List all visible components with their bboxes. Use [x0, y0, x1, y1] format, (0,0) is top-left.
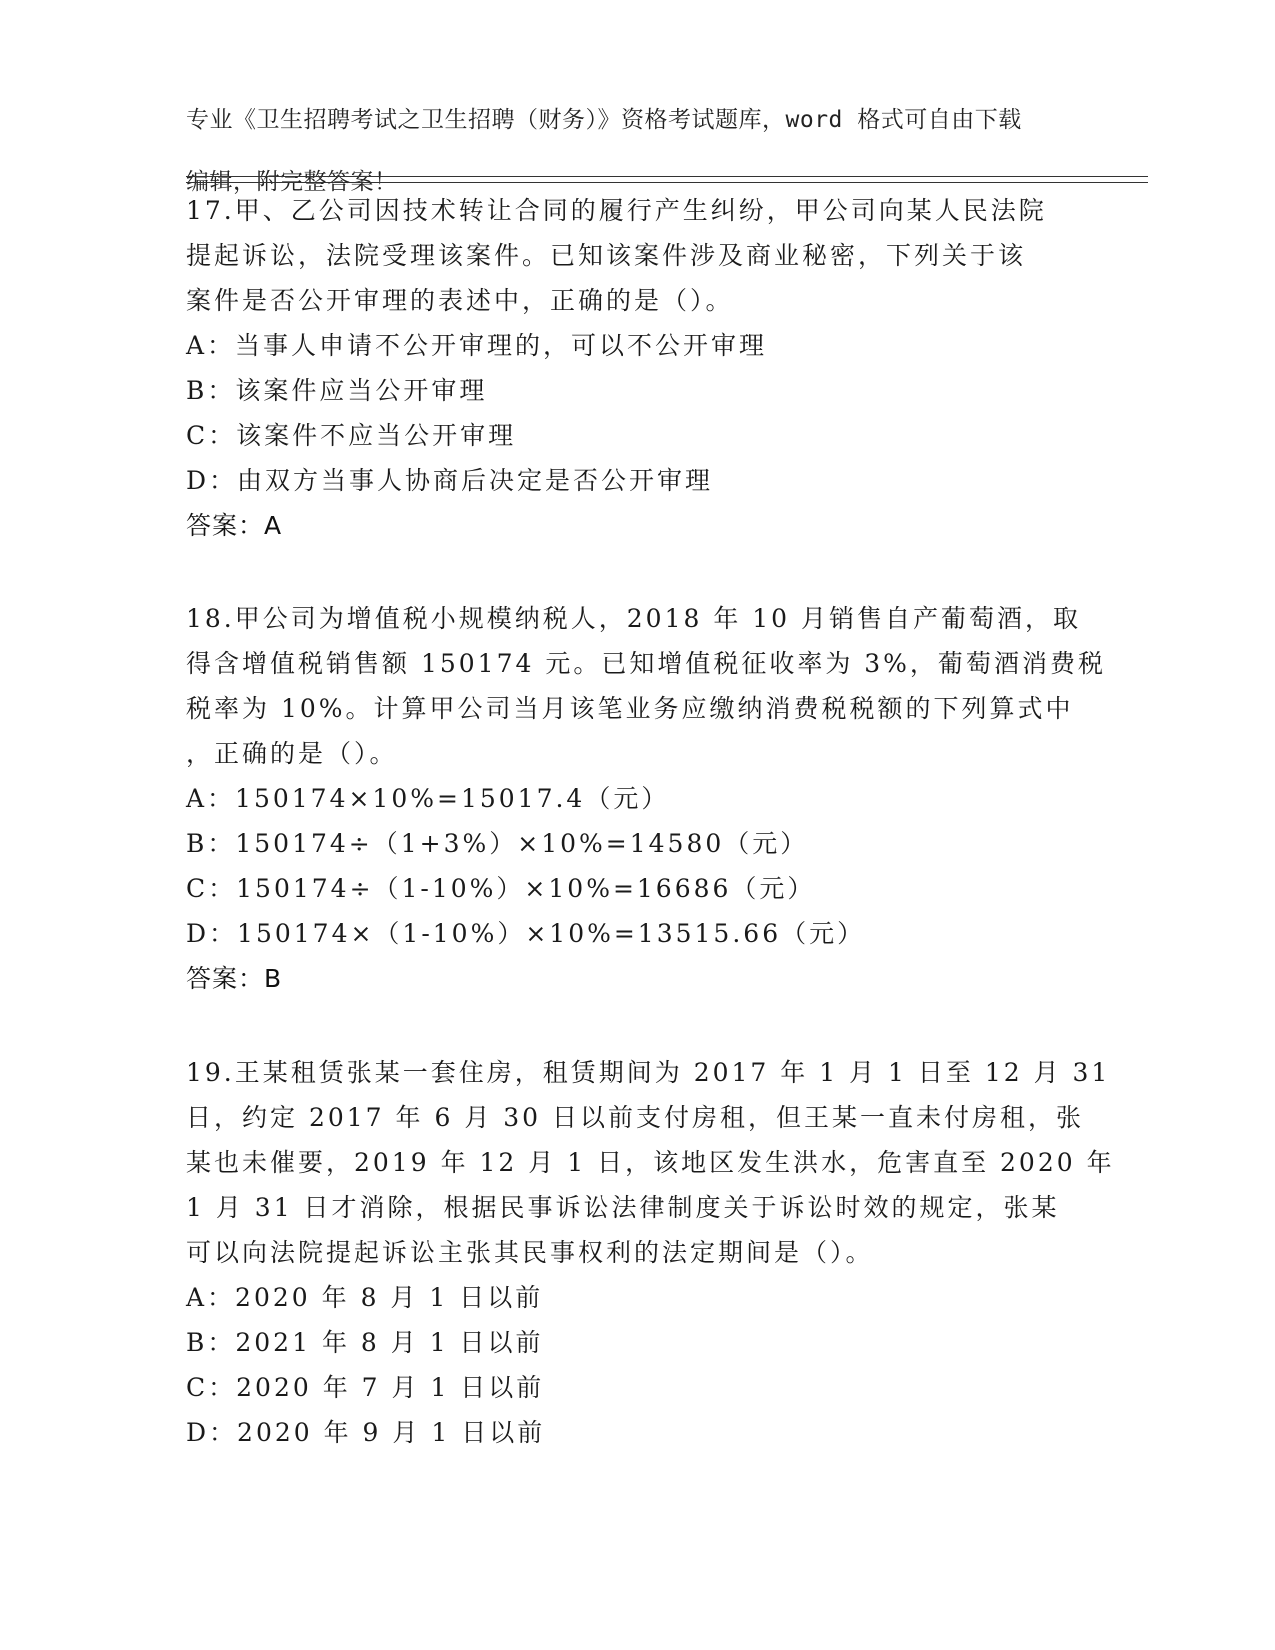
- stem-line: 案件是否公开审理的表述中，正确的是（）。: [186, 286, 734, 315]
- option-d: D：150174×（1-10%）×10%=13515.66（元）: [186, 919, 866, 948]
- stem-line: 17.甲、乙公司因技术转让合同的履行产生纠纷，甲公司向某人民法院: [186, 196, 1047, 225]
- stem-line: 税率为 10%。计算甲公司当月该笔业务应缴纳消费税税额的下列算式中: [186, 694, 1074, 723]
- header-divider-bottom: [186, 182, 1148, 183]
- option-b: B：150174÷（1+3%）×10%=14580（元）: [186, 829, 809, 858]
- option-c: C：2020 年 7 月 1 日以前: [186, 1373, 545, 1402]
- option-a: A：当事人申请不公开审理的，可以不公开审理: [186, 331, 768, 360]
- question-19: [186, 1050, 1115, 1455]
- stem-line: 提起诉讼，法院受理该案件。已知该案件涉及商业秘密，下列关于该: [186, 241, 1027, 270]
- question-stem: [186, 188, 1086, 323]
- stem-line: 日，约定 2017 年 6 月 30 日以前支付房租，但王某一直未付房租，张: [186, 1103, 1085, 1132]
- question-stem: [186, 596, 1106, 776]
- option-d: D：由双方当事人协商后决定是否公开审理: [186, 466, 714, 495]
- stem-line: 18.甲公司为增值税小规模纳税人，2018 年 10 月销售自产葡萄酒，取: [186, 604, 1082, 633]
- stem-line: 某也未催要，2019 年 12 月 1 日，该地区发生洪水，危害直至 2020 年: [186, 1148, 1115, 1177]
- header-line-2: 编辑，附完整答案！: [186, 169, 398, 195]
- option-c: C：该案件不应当公开审理: [186, 421, 517, 450]
- document-header: [186, 74, 1086, 198]
- question-18: [186, 596, 1106, 1001]
- question-17: [186, 188, 1086, 548]
- option-a: A：150174×10%=15017.4（元）: [186, 784, 670, 813]
- header-line-1: 专业《卫生招聘考试之卫生招聘（财务）》资格考试题库，word 格式可自由下载: [186, 107, 1022, 133]
- stem-line: 可以向法院提起诉讼主张其民事权利的法定期间是（）。: [186, 1238, 874, 1267]
- option-b: B：该案件应当公开审理: [186, 376, 488, 405]
- stem-line: ，正确的是（）。: [186, 739, 398, 768]
- stem-line: 1 月 31 日才消除，根据民事诉讼法律制度关于诉讼时效的规定，张某: [186, 1193, 1060, 1222]
- option-b: B：2021 年 8 月 1 日以前: [186, 1328, 544, 1357]
- header-divider-top: [186, 176, 1148, 177]
- stem-line: 19.王某租赁张某一套住房，租赁期间为 2017 年 1 月 1 日至 12 月 31: [186, 1058, 1111, 1087]
- answer-label: 答案：A: [186, 511, 283, 540]
- question-stem: [186, 1050, 1115, 1275]
- answer-label: 答案：B: [186, 964, 283, 993]
- stem-line: 得含增值税销售额 150174 元。已知增值税征收率为 3%，葡萄酒消费税: [186, 649, 1106, 678]
- option-c: C：150174÷（1-10%）×10%=16686（元）: [186, 874, 816, 903]
- option-a: A：2020 年 8 月 1 日以前: [186, 1283, 544, 1312]
- option-d: D：2020 年 9 月 1 日以前: [186, 1418, 546, 1447]
